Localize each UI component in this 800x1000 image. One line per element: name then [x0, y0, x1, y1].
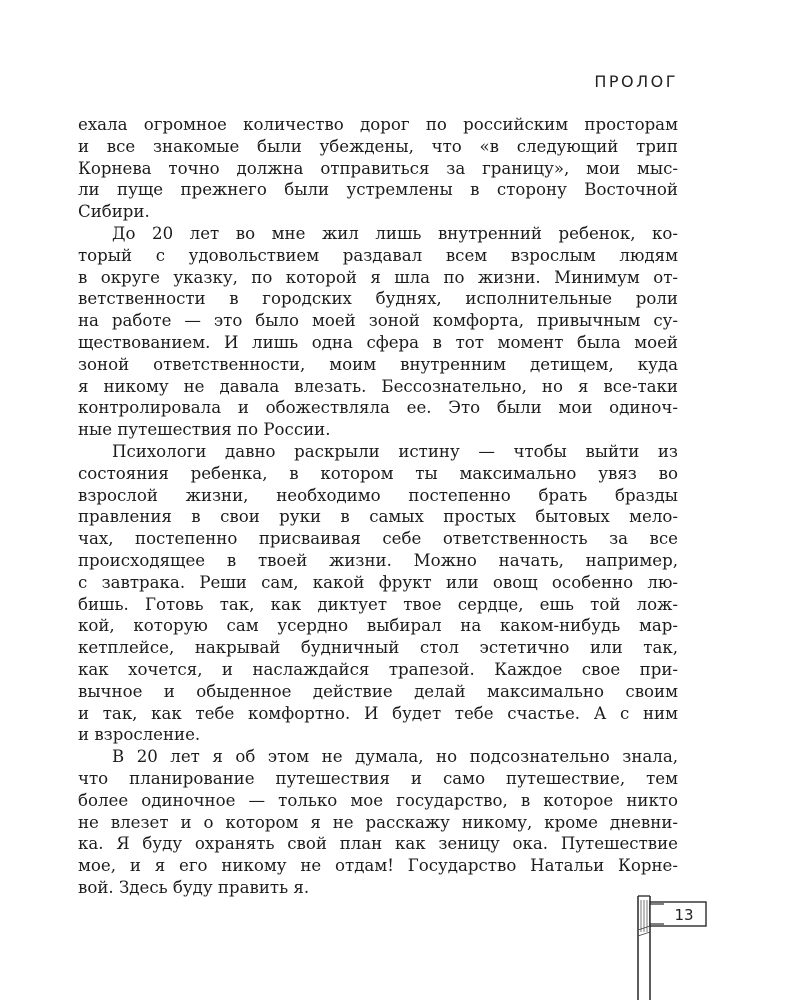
- text-line: чах, постепенно присваивая себе ответственность за все: [78, 529, 678, 549]
- text-line: с завтрака. Реши сам, какой фрукт или овощ особенно лю-: [78, 572, 678, 592]
- paragraph: [78, 746, 678, 899]
- text-line: ветственности в городских буднях, исполнительные роли: [78, 289, 678, 309]
- running-head-title: ПРОЛОГ: [594, 72, 678, 91]
- text-line: вой. Здесь буду править я.: [78, 877, 310, 897]
- text-line: зоной ответственности, моим внутренним детищем, куда: [78, 354, 678, 374]
- text-line: ные путешествия по России.: [78, 420, 331, 440]
- text-line: я никому не давала влезать. Бессознательно, но я все-таки: [78, 376, 678, 396]
- text-line: происходящее в твоей жизни. Можно начать, например,: [78, 550, 678, 570]
- paragraph: [78, 114, 678, 223]
- text-line: До 20 лет во мне жил лишь внутренний ребенок, ко-: [112, 223, 678, 243]
- text-line: более одиночное — только мое государство, в которое никто: [78, 790, 678, 810]
- text-line: Психологи давно раскрыли истину — чтобы выйти из: [112, 441, 678, 461]
- text-line: и так, как тебе комфортно. И будет тебе счастье. А с ним: [78, 703, 678, 723]
- text-line: на работе — это было моей зоной комфорта, привычным су-: [78, 311, 678, 331]
- text-line: и взросление.: [78, 725, 201, 745]
- text-line: вычное и обыденное действие делай максимально своим: [78, 681, 678, 701]
- text-line: взрослой жизни, необходимо постепенно брать бразды: [78, 485, 678, 505]
- paragraph: [78, 441, 678, 746]
- text-line: контролировала и обожествляла ее. Это были мои одиноч-: [78, 398, 678, 418]
- text-line: кетплейсе, накрывай будничный стол эстетично или так,: [78, 638, 678, 658]
- text-line: что планирование путешествия и само путешествие, тем: [78, 768, 678, 788]
- text-line: В 20 лет я об этом не думала, но подсознательно знала,: [112, 747, 678, 767]
- text-line: как хочется, и наслаждайся трапезой. Каждое свое при-: [78, 659, 678, 679]
- paragraph: [78, 223, 678, 441]
- text-line: Сибири.: [78, 202, 150, 222]
- text-line: бишь. Готовь так, как диктует твое сердце, ешь той лож-: [78, 594, 678, 614]
- text-line: и все знакомые были убеждены, что «в следующий трип: [78, 136, 678, 156]
- text-line: не влезет и о котором я не расскажу никому, кроме дневни-: [78, 812, 678, 832]
- text-line: ехала огромное количество дорог по российским просторам: [78, 115, 678, 134]
- text-line: ка. Я буду охранять свой план как зеницу ока. Путешествие: [78, 834, 678, 854]
- text-line: торый с удовольствием раздавал всем взрослым людям: [78, 245, 678, 265]
- text-line: в округе указку, по которой я шла по жизни. Минимум от-: [78, 267, 678, 287]
- text-line: правления в свои руки в самых простых бытовых мело-: [78, 507, 678, 527]
- text-line: мое, и я его никому не отдам! Государство Натальи Корне-: [78, 856, 678, 876]
- text-line: Корнева точно должна отправиться за границу», мои мыс-: [78, 158, 678, 178]
- body-text: [78, 114, 678, 899]
- text-line: ществованием. И лишь одна сфера в тот момент была моей: [78, 332, 678, 352]
- text-line: кой, которую сам усердно выбирал на каком-нибудь мар-: [78, 616, 678, 636]
- page-number: 13: [674, 906, 694, 924]
- text-line: состояния ребенка, в котором ты максимально увяз во: [78, 463, 678, 483]
- text-line: ли пуще прежнего были устремлены в сторону Восточной: [78, 180, 678, 200]
